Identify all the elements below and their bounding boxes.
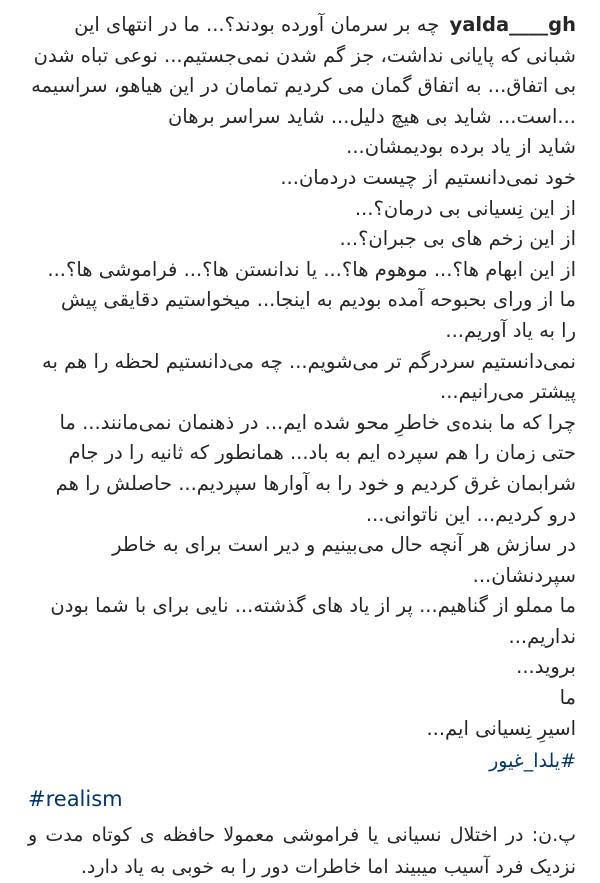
caption-line: شبانی که پایانی نداشت، جز گم شدن نمی‌جستیم... نوعی تباه شدن xyxy=(33,43,576,67)
caption-line: ...است... شاید بی هیچ دلیل... شاید سراسر برهان xyxy=(167,104,576,128)
caption-line: از این ابهام ها؟... موهوم ها؟... یا ندانستن ها؟... فراموشی ها؟... xyxy=(47,257,576,281)
caption-line: بی اتفاق... به اتفاق گمان می کردیم تمامان در این هیاهو، سراسیمه xyxy=(31,74,576,98)
caption-line: شرابمان غرق کردیم و خود را به آوارها سپردیم... حاصلش را هم xyxy=(55,471,576,495)
caption-line: از این زخم های بی جبران؟... xyxy=(339,227,576,251)
caption-line: چرا که ما بنده‌ی خاطرِ محو شده ایم... در ذهنمان نمی‌مانند... ما xyxy=(59,410,576,434)
caption-line: سپردنشان... xyxy=(472,563,576,587)
caption-line: ما از ورای بحبوحه آمده بودیم به اینجا... میخواستیم دقایقی پیش xyxy=(61,288,576,312)
caption-line: حتی زمان را هم سپرده ایم به باد... همانطور که ثانیه را در جام xyxy=(68,441,576,465)
caption-line-first xyxy=(28,10,576,41)
caption-line: اسیرِ نِسیانی ایم... xyxy=(426,716,576,740)
hashtag-persian-link[interactable]: #یلدا_غیور xyxy=(489,750,576,773)
caption-line: بروید... xyxy=(516,655,576,679)
username-link[interactable]: yalda____gh xyxy=(449,13,576,36)
caption-line: از این نِسیانی بی درمان؟... xyxy=(354,196,576,220)
hashtag-realism-link[interactable]: #realism xyxy=(28,786,123,811)
caption-line: خود نمی‌دانستیم از چیست دردمان... xyxy=(280,165,576,189)
footnote-text: پ.ن: در اختلال نسیانی یا فراموشی معمولا حافظه ی کوتاه مدت و نزدیک فرد آسیب میبیند اما خاطرات دور را به خوبی به یاد دارد. xyxy=(28,823,576,878)
caption-text xyxy=(28,10,576,777)
caption-line: نمی‌دانستیم سردرگم تر می‌شویم... چه می‌دانستیم لحظه را هم به xyxy=(41,349,576,373)
caption-line: پیشتر می‌رانیم... xyxy=(440,380,576,404)
caption-line: درو کردیم... این ناتوانی... xyxy=(365,502,576,526)
caption-line: در سازش هر آنچه حال می‌بینیم و دیر است برای به خاطر xyxy=(112,533,576,557)
caption-line: شاید از یاد برده بودیمشان... xyxy=(346,135,576,159)
caption-line: ما مملو از گناهیم... پر از یاد های گذشته... نایی برای با شما بودن xyxy=(50,594,576,618)
caption-line: نداریم... xyxy=(508,624,576,648)
caption-line: چه بر سرمان آورده بودند؟... ما در انتهای این xyxy=(74,13,440,36)
caption-line: ما xyxy=(559,686,576,710)
caption-line: را به یاد آوریم... xyxy=(445,318,576,342)
